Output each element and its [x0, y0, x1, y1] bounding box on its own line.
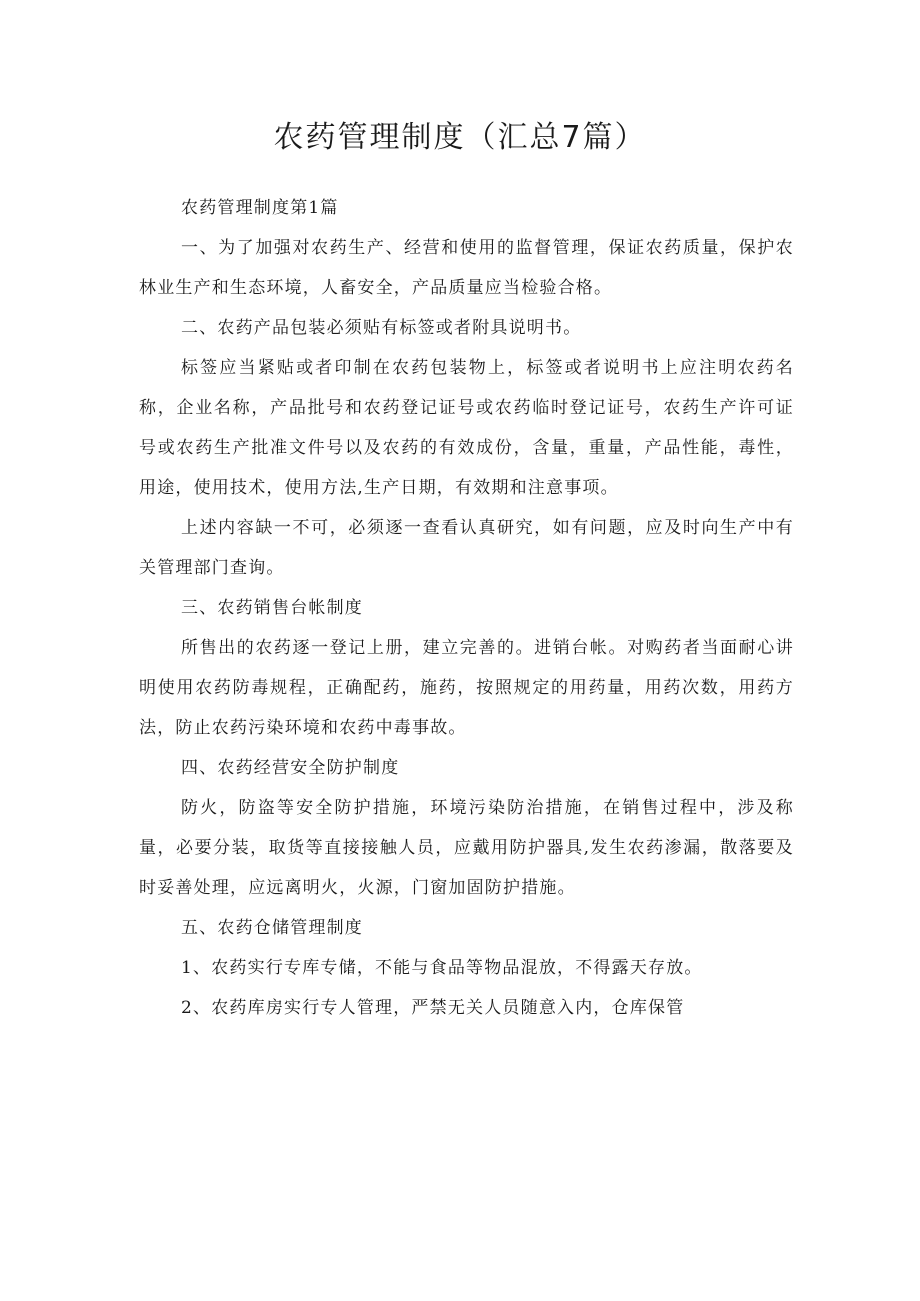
section-heading: 四、农药经营安全防护制度	[181, 758, 400, 778]
paragraph: 标签应当紧贴或者印制在农药包装物上，标签或者说明书上应注明农药名称，企业名称，产品批号和农药登记证号或农药临时登记证号，农药生产许可证号或农药生产批准文件号以及农药的有效成份，含量，重量，产品性能，毒性，用途，使用技术，使用方法,生产日期，有效期和注意事项。	[139, 358, 794, 498]
section-heading: 农药管理制度第1篇	[181, 198, 339, 218]
document-title: 农药管理制度（汇总7篇）	[273, 120, 647, 155]
paragraph: 上述内容缺一不可，必须逐一查看认真研究，如有问题，应及时向生产中有关管理部门查询。	[139, 518, 794, 578]
paragraph: 所售出的农药逐一登记上册，建立完善的。进销台帐。对购药者当面耐心讲明使用农药防毒规程，正确配药，施药，按照规定的用药量，用药次数，用药方法，防止农药污染环境和农药中毒事故。	[139, 638, 794, 738]
section-heading: 五、农药仓储管理制度	[181, 918, 363, 938]
section-heading: 三、农药销售台帐制度	[181, 598, 363, 618]
document-body	[139, 188, 794, 1028]
paragraph: 防火，防盗等安全防护措施，环境污染防治措施，在销售过程中，涉及称量，必要分装，取货等直接接触人员，应戴用防护器具,发生农药渗漏，散落要及时妥善处理，应远离明火，火源，门窗加固防护措施。	[139, 798, 794, 898]
list-item: 2、农药库房实行专人管理，严禁无关人员随意入内，仓库保管	[181, 998, 685, 1018]
paragraph: 二、农药产品包装必须贴有标签或者附具说明书。	[181, 318, 582, 338]
paragraph: 一、为了加强对农药生产、经营和使用的监督管理，保证农药质量，保护农林业生产和生态环境，人畜安全，产品质量应当检验合格。	[139, 238, 794, 298]
list-item: 1、农药实行专库专储，不能与食品等物品混放，不得露天存放。	[181, 958, 703, 978]
